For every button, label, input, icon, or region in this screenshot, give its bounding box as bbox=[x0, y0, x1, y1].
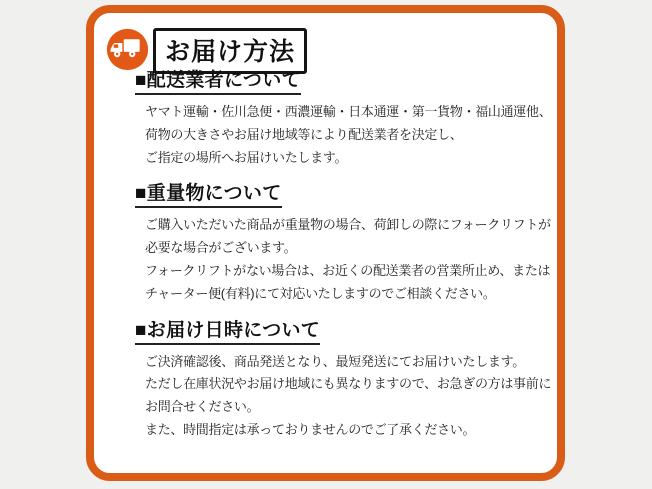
body-line: お問合せください。 bbox=[145, 399, 260, 415]
body-line: ご決済確認後、商品発送となり、最短発送にてお届けいたします。 bbox=[145, 353, 525, 369]
body-line: 荷物の大きさやお届け地域等により配送業者を決定し、 bbox=[145, 126, 463, 142]
section-delivery-schedule bbox=[135, 319, 552, 442]
body-line: チャーター便(有料)にて対応いたしますのでご相談ください。 bbox=[145, 285, 496, 301]
body-line: ご購入いただいた商品が重量物の場合、荷卸しの際にフォークリフトが bbox=[145, 217, 551, 233]
body-line: また、時間指定は承っておりませんのでご了承ください。 bbox=[145, 421, 476, 437]
body-line: フォークリフトがない場合は、お近くの配送業者の営業所止め、または bbox=[145, 262, 551, 278]
section-body bbox=[145, 101, 552, 169]
card-header bbox=[105, 25, 307, 73]
body-line: ただし在庫状況やお届け地域にも異なりますので、お急ぎの方は事前に bbox=[145, 376, 552, 392]
sections bbox=[135, 70, 552, 456]
section-heavy-items bbox=[135, 183, 551, 305]
section-body bbox=[145, 214, 551, 305]
page-title: お届け方法 bbox=[153, 28, 307, 74]
section-heading: ■配送業者について bbox=[135, 70, 301, 95]
section-heading: ■お届け日時について bbox=[135, 320, 320, 345]
body-line: ヤマト運輸・佐川急便・西濃運輸・日本通運・第一貨物・福山通運他、 bbox=[145, 104, 552, 119]
body-line: 必要な場合がございます。 bbox=[145, 240, 297, 256]
section-heading: ■重量物について bbox=[135, 183, 282, 208]
body-line: ご指定の場所へお届けいたします。 bbox=[145, 149, 348, 165]
section-shipping-carriers bbox=[135, 70, 552, 169]
section-body bbox=[145, 351, 552, 442]
truck-icon bbox=[105, 27, 150, 72]
delivery-info-card bbox=[86, 5, 565, 481]
